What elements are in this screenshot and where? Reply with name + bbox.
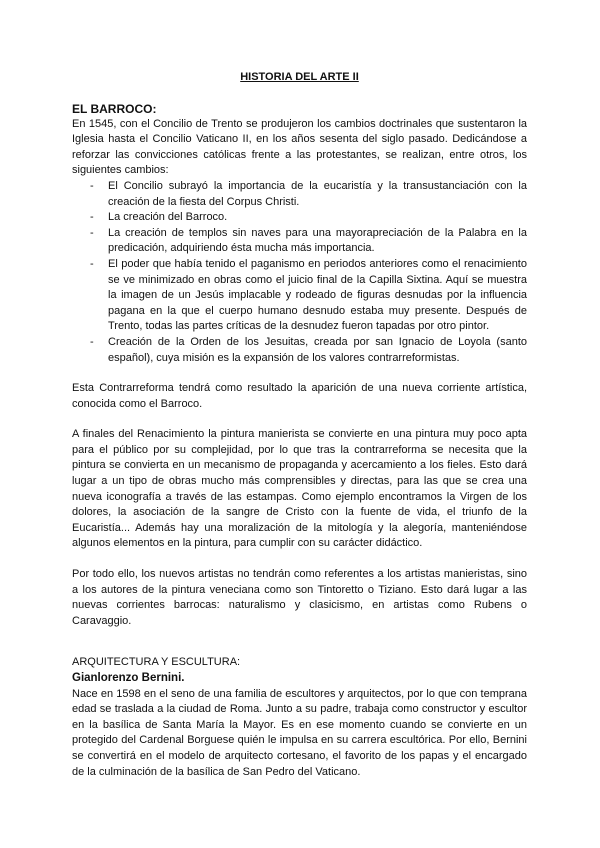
document-page bbox=[72, 70, 527, 780]
list-item bbox=[90, 210, 527, 226]
list-item bbox=[90, 335, 527, 366]
paragraph-bernini: Nace en 1598 en el seno de una familia de escultores y arquitectos, por lo que con temprana edad se traslada a la ciudad de Roma. Junto a su padre, trabaja como constructor y escultor en la basílica de Santa María la Mayor. Es en ese momento cuando se convierte en un protegido del Cardenal Borguese quién le impulsa en su carrera escultórica. Por ello, Bernini se convertirá en el modelo de arquitecto cortesano, el favorito de los papas y el encargado de la culminación de la basílica de San Pedro del Vaticano. bbox=[72, 687, 527, 778]
list-item bbox=[90, 226, 527, 257]
subsection-heading: ARQUITECTURA Y ESCULTURA: bbox=[72, 656, 241, 669]
changes-list bbox=[72, 179, 527, 366]
author-heading: Gianlorenzo Bernini. bbox=[72, 672, 185, 684]
spacer bbox=[72, 552, 527, 567]
list-item-text: El Concilio subrayó la importancia de la eucaristía y la transustanciación con la creación de la fiesta del Corpus Christi. bbox=[108, 179, 527, 208]
list-item-text: Creación de la Orden de los Jesuitas, creada por san Ignacio de Loyola (santo español), cuya misión es la expansión de los valores contrarreformistas. bbox=[108, 335, 527, 364]
dash-marker: - bbox=[90, 211, 94, 224]
dash-marker: - bbox=[90, 179, 94, 192]
spacer bbox=[72, 366, 527, 381]
list-item-text: La creación de templos sin naves para una mayorapreciación de la Palabra en la predicación, adquiriendo ésta mucha más importancia. bbox=[108, 226, 527, 255]
dash-marker: - bbox=[90, 335, 94, 348]
intro-paragraph: En 1545, con el Concilio de Trento se produjeron los cambios doctrinales que sustentaron la Iglesia hasta el Concilio Vaticano II, en los años sesenta del siglo pasado. Dedicándose a reforzar las convicciones católicas frente a las protestantes, se realizan, entre otros, los siguientes cambios: bbox=[72, 117, 527, 177]
document-title: HISTORIA DEL ARTE II bbox=[240, 71, 359, 83]
paragraph-nuevos-artistas: Por todo ello, los nuevos artistas no tendrán como referentes a los artistas manieristas, sino a los autores de la pintura veneciana como son Tintoretto o Tiziano. Esto dará lugar a las nuevas corrientes barrocas: naturalismo y clasicismo, en artistas como Rubens o Caravaggio. bbox=[72, 568, 527, 627]
list-item-text: El poder que había tenido el paganismo en periodos anteriores como el renacimiento se ve minimizado en obras como el juicio final de la Capilla Sixtina. Aquí se muestra la imagen de un Jesús implacable y rodeado de figuras desnudas por la influencia pagana en la que el cuerpo humano desnudo estaba muy presente. Después de Trento, todas las partes críticas de la desnudez fueron tapadas por otro pintor. bbox=[108, 257, 527, 333]
paragraph-manierismo: A finales del Renacimiento la pintura manierista se convierte en una pintura muy poco apta para el público por su complejidad, por lo que tras la contrarreforma se necesita que la pintura se convierta en un mecanismo de propaganda y acercamiento a los fieles. Esto dará lugar a un tipo de obras mucho más comprensibles y directas, para las que se crea una nueva iconografía a través de las estampas. Como ejemplo encontramos la Virgen de los dolores, la asociación de la sangre de Cristo con la fuente de vida, el triunfo de la Eucaristía... Además hay una moralización de la mitología y la alegoría, manteniéndose algunos elementos en la pintura, para cumplir con su carácter didáctico. bbox=[72, 428, 527, 550]
list-item bbox=[90, 257, 527, 335]
paragraph-contrarreforma: Esta Contrarreforma tendrá como resultado la aparición de una nueva corriente artística, conocida como el Barroco. bbox=[72, 382, 527, 410]
section-heading-barroco: EL BARROCO: bbox=[72, 101, 157, 116]
dash-marker: - bbox=[90, 226, 94, 239]
dash-marker: - bbox=[90, 257, 94, 270]
spacer bbox=[72, 412, 527, 427]
list-item bbox=[90, 179, 527, 210]
list-item-text: La creación del Barroco. bbox=[108, 211, 228, 224]
spacer bbox=[72, 629, 527, 655]
